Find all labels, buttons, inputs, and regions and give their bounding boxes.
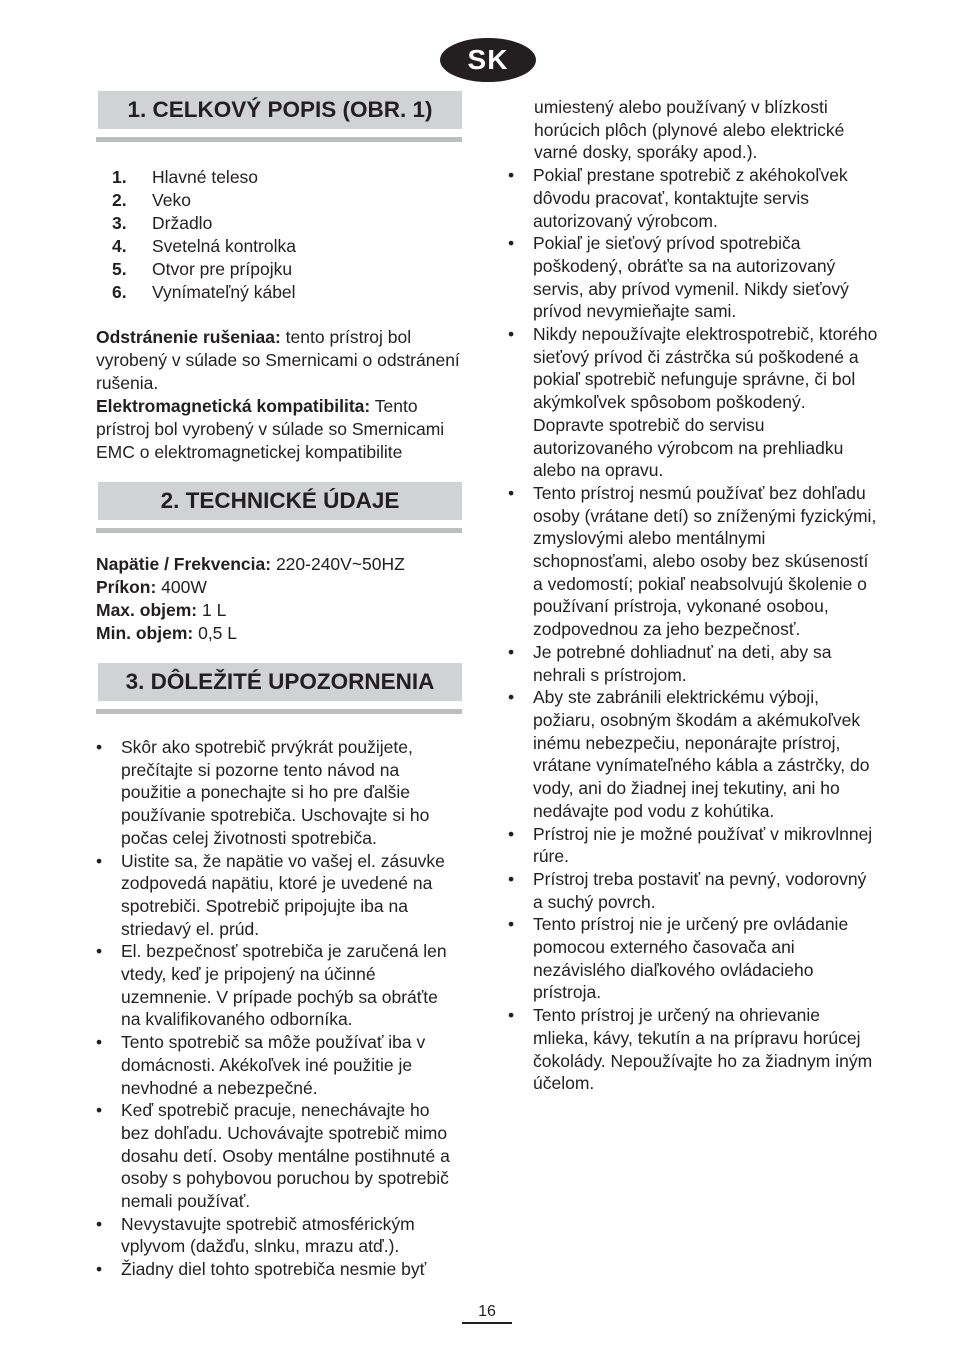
bullet: • bbox=[96, 941, 103, 962]
parts-list bbox=[96, 166, 462, 304]
warning-text: Tento prístroj je určený na ohrievanie mlieka, kávy, tekutín a na prípravu horúcej čokolády. Nepoužívajte ho za žiadnym iným účelom. bbox=[533, 1005, 873, 1094]
warning-text: Skôr ako spotrebič prvýkrát použijete, prečítajte si pozorne tento návod na použitie a ponechajte si ho pre ďalšie používanie spotrebiča. Uschovajte si ho počas celej životnosti spotrebiča. bbox=[121, 737, 430, 848]
bullet: • bbox=[508, 868, 515, 889]
warning-text: Nevystavujte spotrebič atmosférickým vplyvom (dažďu, slnku, mrazu atď.). bbox=[121, 1213, 415, 1257]
section-heading-description: 1. CELKOVÝ POPIS (OBR. 1) bbox=[98, 91, 462, 129]
spec-label: Napätie / Frekvencia: bbox=[96, 554, 272, 574]
warning-text: Je potrebné dohliadnuť na deti, aby sa nehrali s prístrojom. bbox=[533, 641, 832, 685]
list-item bbox=[508, 482, 878, 641]
warning-text: El. bezpečnosť spotrebiča je zaručená len vtedy, keď je pripojený na účinné uzemnenie. V prípade pochýb sa obráťte na kvalifikovaného odborníka. bbox=[121, 941, 447, 1030]
page-number-rule bbox=[462, 1322, 512, 1324]
spec-row bbox=[96, 599, 462, 622]
spec-value: 400W bbox=[156, 577, 207, 597]
item-number: 3. bbox=[112, 213, 127, 233]
item-label: Hlavné teleso bbox=[152, 167, 259, 187]
warnings-list-right bbox=[508, 164, 878, 1095]
warning-continuation: umiestený alebo používaný v blízkosti horúcich plôch (plynové alebo elektrické varné dosky, sporáky apod.). bbox=[534, 97, 845, 163]
list-item bbox=[96, 1213, 462, 1258]
list-item bbox=[96, 212, 462, 235]
spec-value: 1 L bbox=[197, 600, 227, 620]
interference-text: tento prístroj bol vyrobený v súlade so Smernicami o odstránení rušenia. bbox=[96, 327, 460, 393]
bullet: • bbox=[508, 1005, 515, 1026]
bullet: • bbox=[508, 324, 515, 345]
list-item bbox=[96, 736, 462, 850]
item-number: 4. bbox=[112, 236, 127, 256]
item-number: 6. bbox=[112, 282, 127, 302]
bullet: • bbox=[508, 914, 515, 935]
warning-text: Tento prístroj nie je určený pre ovládanie pomocou externého časovača ani nezávislého diaľkového ovládacieho prístroja. bbox=[533, 914, 849, 1003]
warning-text: Žiadny diel tohto spotrebiča nesmie byť bbox=[121, 1259, 427, 1280]
bullet: • bbox=[96, 1032, 103, 1053]
spec-row bbox=[96, 622, 462, 645]
list-item bbox=[96, 235, 462, 258]
item-label: Svetelná kontrolka bbox=[152, 236, 296, 256]
emc-text: Tento prístroj bol vyrobený v súlade so Smernicami EMC o elektromagnetickej kompatibilite bbox=[96, 396, 445, 462]
spec-row bbox=[96, 576, 462, 599]
list-item bbox=[508, 913, 878, 1004]
section-heading-warnings: 3. DÔLEŽITÉ UPOZORNENIA bbox=[98, 663, 462, 701]
warning-text: Nikdy nepoužívajte elektrospotrebič, ktorého sieťový prívod či zástrčka sú poškodené a pokiaľ spotrebič nefunguje správne, či bol akýmkoľvek spôsobom poškodený. Dopravte spotrebič do servisu autorizovaného výrobcom na prehliadku alebo na opravu. bbox=[533, 324, 878, 481]
spec-label: Príkon: bbox=[96, 577, 157, 597]
item-label: Vynímateľný kábel bbox=[152, 282, 296, 302]
item-label: Veko bbox=[152, 190, 191, 210]
list-item bbox=[96, 1031, 462, 1099]
list-item bbox=[508, 868, 878, 913]
list-item bbox=[508, 232, 878, 323]
item-number: 2. bbox=[112, 190, 127, 210]
warning-text: Prístroj nie je možné používať v mikrovlnnej rúre. bbox=[533, 823, 873, 867]
list-item bbox=[96, 1099, 462, 1213]
list-item bbox=[96, 850, 462, 941]
bullet: • bbox=[96, 1213, 103, 1234]
bullet: • bbox=[96, 1259, 103, 1280]
section-heading-technical: 2. TECHNICKÉ ÚDAJE bbox=[98, 482, 462, 520]
spec-value: 0,5 L bbox=[193, 623, 238, 643]
spec-label: Min. objem: bbox=[96, 623, 194, 643]
technical-specs bbox=[96, 553, 462, 645]
emc-label: Elektromagnetická kompatibilita: bbox=[96, 396, 371, 416]
right-column bbox=[508, 96, 878, 1095]
list-item bbox=[96, 258, 462, 281]
warning-text: Uistite sa, že napätie vo vašej el. zásuvke zodpovedá napätiu, ktoré je uvedené na spotrebiči. Spotrebič pripojujte iba na striedavý el. prúd. bbox=[121, 850, 445, 939]
interference-paragraph bbox=[96, 326, 462, 395]
warning-text: Pokiaľ je sieťový prívod spotrebiča poškodený, obráťte sa na autorizovaný servis, aby prívod vymenil. Nikdy sieťový prívod nevymieňajte sami. bbox=[533, 233, 849, 322]
list-item bbox=[508, 641, 878, 686]
page-number: 16 bbox=[478, 1303, 496, 1320]
warning-text: Keď spotrebič pracuje, nenechávajte ho bez dohľadu. Uchovávajte spotrebič mimo dosahu detí. Osoby mentálne postihnuté a osoby s pohybovou poruchou by spotrebič nemali používať. bbox=[121, 1100, 450, 1212]
list-item bbox=[508, 323, 878, 482]
list-item bbox=[96, 166, 462, 189]
left-column bbox=[96, 91, 462, 1281]
spec-label: Max. objem: bbox=[96, 600, 198, 620]
heading-rule bbox=[96, 709, 462, 714]
bullet: • bbox=[508, 823, 515, 844]
bullet: • bbox=[508, 233, 515, 254]
warnings-list-left bbox=[96, 736, 462, 1281]
warning-text: Tento spotrebič sa môže používať iba v domácnosti. Akékoľvek iné použitie je nevhodné a nebezpečné. bbox=[121, 1032, 426, 1098]
list-item bbox=[508, 164, 878, 232]
item-number: 5. bbox=[112, 259, 127, 279]
warning-text: Aby ste zabránili elektrickému výboji, požiaru, osobným škodám a akémukoľvek inému nebezpečiu, neponárajte prístroj, vrátane vynímateľného kábla a zástrčky, do vody, ani do žiadnej inej tekutiny, ani ho nedávajte pod vodu z kohútika. bbox=[533, 687, 870, 821]
language-badge: SK bbox=[440, 38, 536, 82]
list-item bbox=[96, 189, 462, 212]
spec-value: 220-240V~50HZ bbox=[271, 554, 405, 574]
warning-text: Pokiaľ prestane spotrebič z akéhokoľvek dôvodu pracovať, kontaktujte servis autorizovaný výrobcom. bbox=[533, 165, 848, 231]
bullet: • bbox=[508, 482, 515, 503]
list-item bbox=[508, 823, 878, 868]
item-label: Držadlo bbox=[152, 213, 213, 233]
bullet: • bbox=[508, 641, 515, 662]
list-item bbox=[96, 281, 462, 304]
heading-rule bbox=[96, 528, 462, 533]
spec-row bbox=[96, 553, 462, 576]
bullet: • bbox=[96, 850, 103, 871]
bullet: • bbox=[508, 687, 515, 708]
item-number: 1. bbox=[112, 167, 127, 187]
warning-text: Prístroj treba postaviť na pevný, vodorovný a suchý povrch. bbox=[533, 868, 867, 912]
bullet: • bbox=[508, 165, 515, 186]
warning-text: Tento prístroj nesmú používať bez dohľadu osoby (vrátane detí) so zníženými fyzickými, zmyslovými alebo mentálnymi schopnosťami, alebo osoby bez skúseností a vedomostí; pokiaľ neabsolvujú školenie o používaní prístroja, vykonané osobou, zodpovednou za jeho bezpečnosť. bbox=[533, 482, 877, 640]
emc-paragraph bbox=[96, 395, 462, 464]
bullet: • bbox=[96, 737, 103, 757]
interference-label: Odstránenie rušeniaa: bbox=[96, 327, 281, 347]
list-item bbox=[96, 1258, 462, 1281]
list-item bbox=[96, 940, 462, 1031]
item-label: Otvor pre prípojku bbox=[152, 259, 293, 279]
list-item bbox=[508, 1004, 878, 1095]
list-item bbox=[508, 686, 878, 822]
bullet: • bbox=[96, 1100, 103, 1121]
heading-rule bbox=[96, 137, 462, 142]
